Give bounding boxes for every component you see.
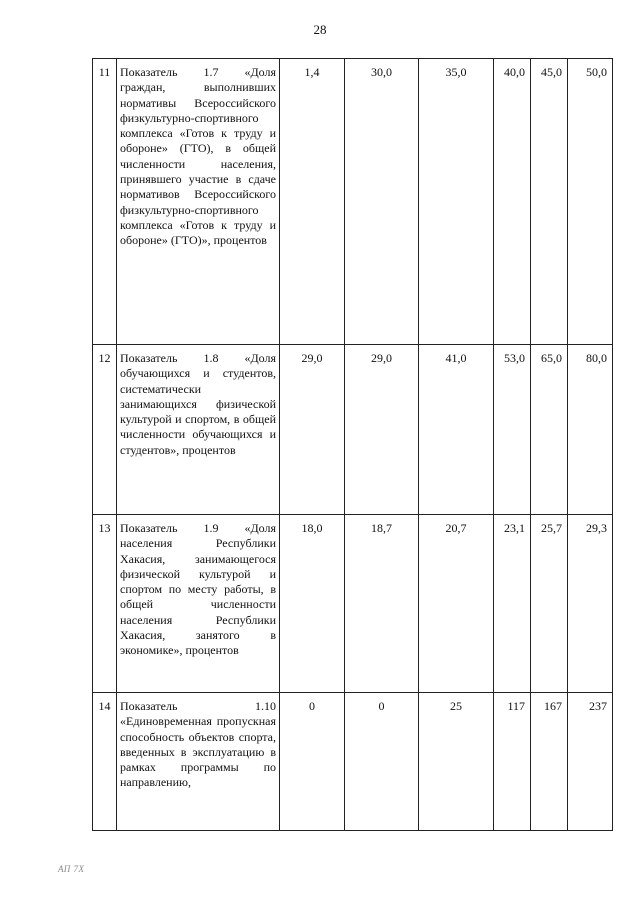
value-cell: 18,7: [345, 515, 419, 693]
value-cell: 18,0: [280, 515, 345, 693]
table-row: [93, 693, 613, 831]
value-cell: 65,0: [531, 345, 568, 515]
value-cell: 53,0: [494, 345, 531, 515]
value-cell: 45,0: [531, 59, 568, 345]
indicator-description: Показатель 1.9 «Доля населения Республики Хакасия, занимающегося физической культурой и спортом по месту работы, в общей численности населения Республики Хакасия, занятого в экономике», процентов: [117, 515, 280, 693]
value-cell: 25: [419, 693, 494, 831]
indicators-table: [92, 58, 613, 831]
row-number: 13: [93, 515, 117, 693]
value-cell: 50,0: [568, 59, 613, 345]
indicator-description: Показатель 1.10 «Единовременная пропускная способность объектов спорта, введенных в эксплуатацию в рамках программы по направлению,: [117, 693, 280, 831]
indicator-description: Показатель 1.7 «Доля граждан, выполнивших нормативы Всероссийского физкультурно-спортивного комплекса «Готов к труду и обороне» (ГТО), в общей численности населения, принявшего участие в сдаче нормативов Всероссийского физкультурно-спортивного комплекса «Готов к труду и обороне» (ГТО)», процентов: [117, 59, 280, 345]
value-cell: 20,7: [419, 515, 494, 693]
indicator-description: Показатель 1.8 «Доля обучающихся и студентов, систематически занимающихся физической культурой и спортом, в общей численности обучающихся и студентов», процентов: [117, 345, 280, 515]
footer-note: АП 7Х: [58, 864, 85, 874]
value-cell: 0: [280, 693, 345, 831]
page-number: 28: [313, 22, 327, 37]
table-row: [93, 59, 613, 345]
row-number: 12: [93, 345, 117, 515]
value-cell: 29,3: [568, 515, 613, 693]
value-cell: 29,0: [280, 345, 345, 515]
value-cell: 40,0: [494, 59, 531, 345]
value-cell: 25,7: [531, 515, 568, 693]
value-cell: 1,4: [280, 59, 345, 345]
value-cell: 35,0: [419, 59, 494, 345]
value-cell: 167: [531, 693, 568, 831]
row-number: 14: [93, 693, 117, 831]
value-cell: 23,1: [494, 515, 531, 693]
value-cell: 117: [494, 693, 531, 831]
table-row: [93, 515, 613, 693]
table-row: [93, 345, 613, 515]
row-number: 11: [93, 59, 117, 345]
value-cell: 30,0: [345, 59, 419, 345]
value-cell: 29,0: [345, 345, 419, 515]
value-cell: 80,0: [568, 345, 613, 515]
value-cell: 41,0: [419, 345, 494, 515]
value-cell: 237: [568, 693, 613, 831]
value-cell: 0: [345, 693, 419, 831]
